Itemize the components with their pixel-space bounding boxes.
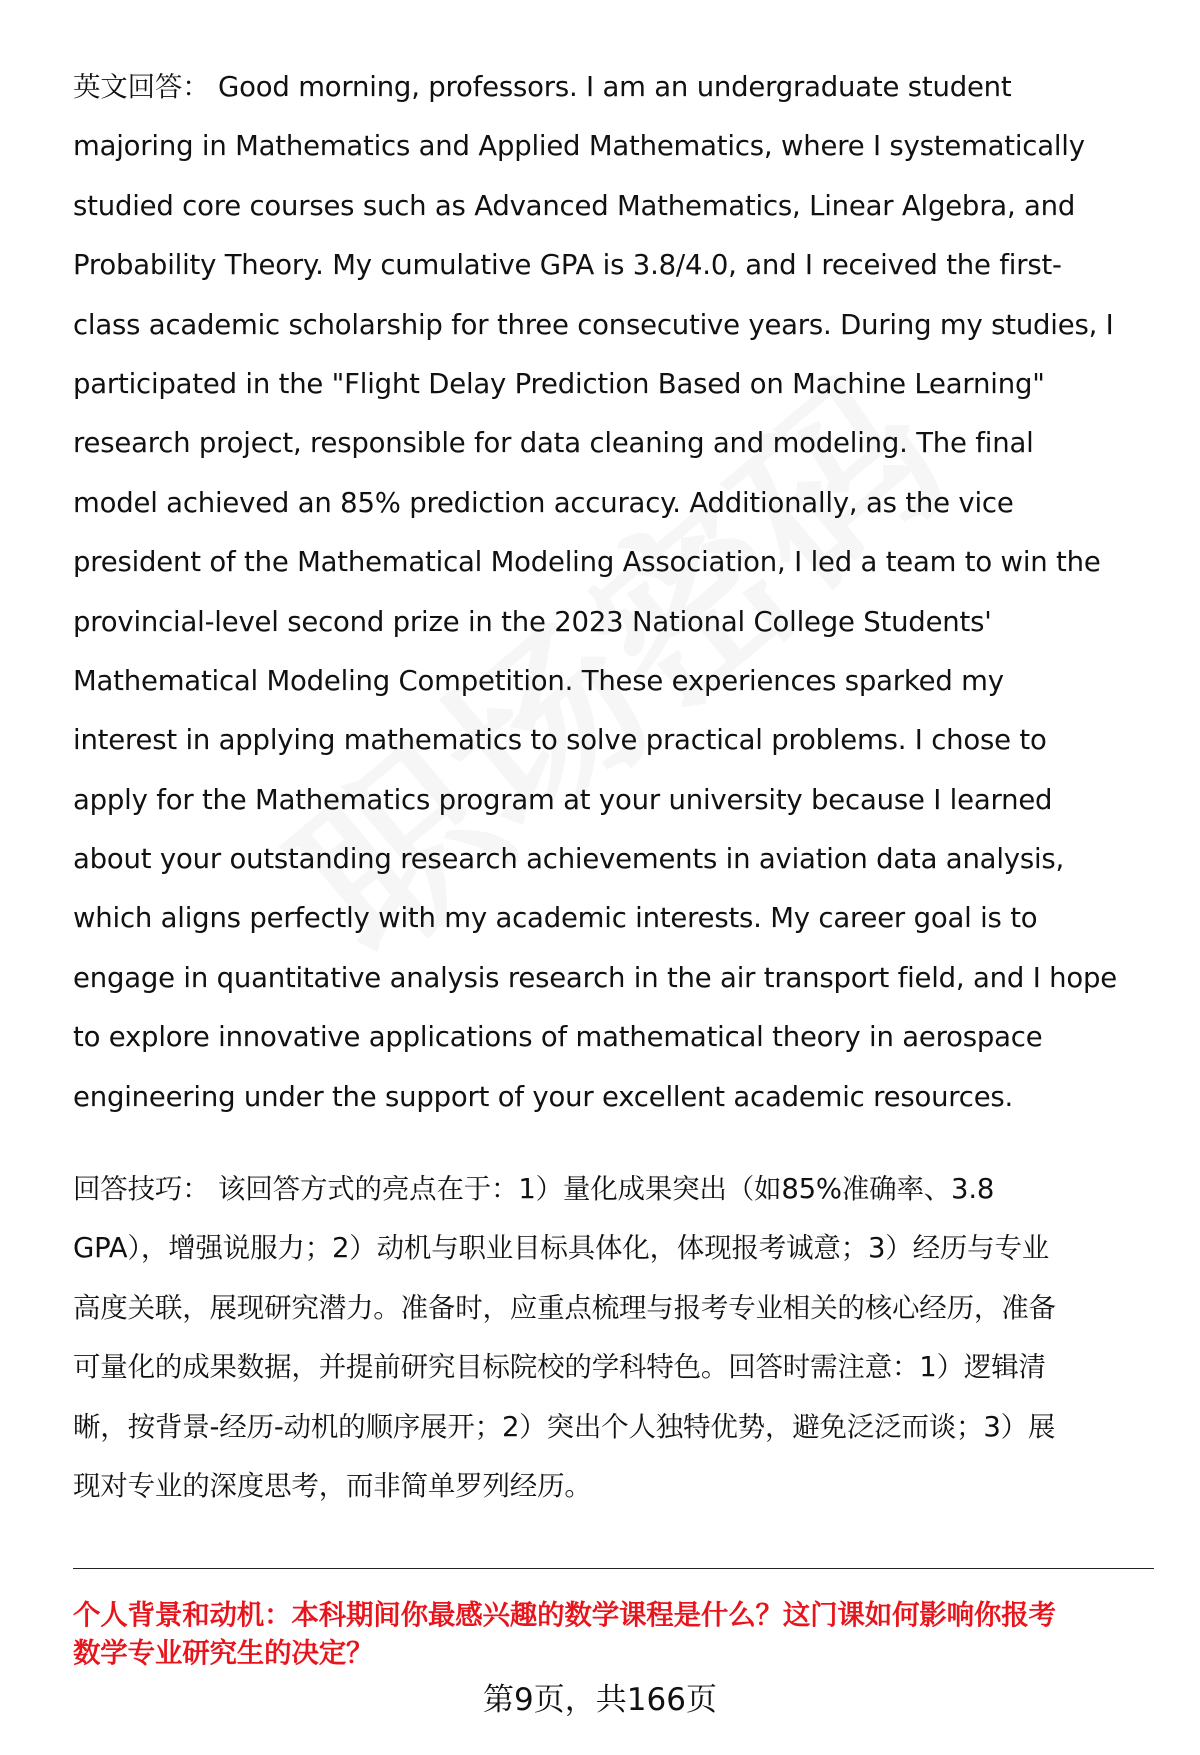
answer-line: to explore innovative applications of mathematical theory in aerospace — [73, 1021, 1043, 1054]
answer-line: 英文回答： Good morning, professors. I am an undergraduate student — [73, 71, 1012, 103]
answer-line: interest in applying mathematics to solve practical problems. I chose to — [73, 724, 1047, 757]
question-line: 个人背景和动机：本科期间你最感兴趣的数学课程是什么？这门课如何影响你报考 — [73, 1599, 1056, 1631]
tips-line: GPA），增强说服力；2）动机与职业目标具体化，体现报考诚意；3）经历与专业 — [73, 1232, 1050, 1265]
page-number: 第9页，共166页 — [483, 1682, 717, 1718]
answer-line: majoring in Mathematics and Applied Mathematics, where I systematically — [73, 130, 1085, 163]
tips-line: 可量化的成果数据，并提前研究目标院校的学科特色。回答时需注意：1）逻辑清 — [73, 1351, 1046, 1384]
answer-line: engineering under the support of your excellent academic resources. — [73, 1080, 1014, 1113]
answer-line: about your outstanding research achievements in aviation data analysis, — [73, 843, 1065, 876]
tips-line: 晰，按背景-经历-动机的顺序展开；2）突出个人独特优势，避免泛泛而谈；3）展 — [73, 1410, 1056, 1443]
answer-line: participated in the "Flight Delay Prediction Based on Machine Learning" — [73, 367, 1045, 400]
question-line: 数学专业研究生的决定？ — [73, 1637, 374, 1669]
next-question-heading — [73, 1596, 1163, 1672]
answer-tips — [73, 1160, 1163, 1516]
answer-line: president of the Mathematical Modeling Association, I led a team to win the — [73, 546, 1101, 579]
tips-line: 回答技巧： 该回答方式的亮点在于：1）量化成果突出（如85%准确率、3.8 — [73, 1173, 995, 1205]
divider — [73, 1568, 1154, 1569]
answer-line: class academic scholarship for three consecutive years. During my studies, I — [73, 308, 1114, 341]
answer-line: Probability Theory. My cumulative GPA is 3.8/4.0, and I received the first- — [73, 249, 1062, 282]
answer-line: research project, responsible for data cleaning and modeling. The final — [73, 427, 1034, 460]
answer-line: which aligns perfectly with my academic interests. My career goal is to — [73, 902, 1038, 935]
answer-line: Mathematical Modeling Competition. These experiences sparked my — [73, 664, 1004, 697]
answer-line: provincial-level second prize in the 2023 National College Students' — [73, 605, 992, 638]
answer-line: apply for the Mathematics program at your university because I learned — [73, 783, 1053, 816]
tips-line: 高度关联，展现研究潜力。准备时，应重点梳理与报考专业相关的核心经历，准备 — [73, 1291, 1056, 1324]
answer-line: studied core courses such as Advanced Mathematics, Linear Algebra, and — [73, 189, 1076, 222]
english-answer — [73, 58, 1163, 1127]
answer-line: engage in quantitative analysis research in the air transport field, and I hope — [73, 961, 1117, 994]
tips-line: 现对专业的深度思考，而非简单罗列经历。 — [73, 1469, 592, 1502]
answer-line: model achieved an 85% prediction accuracy. Additionally, as the vice — [73, 486, 1014, 519]
